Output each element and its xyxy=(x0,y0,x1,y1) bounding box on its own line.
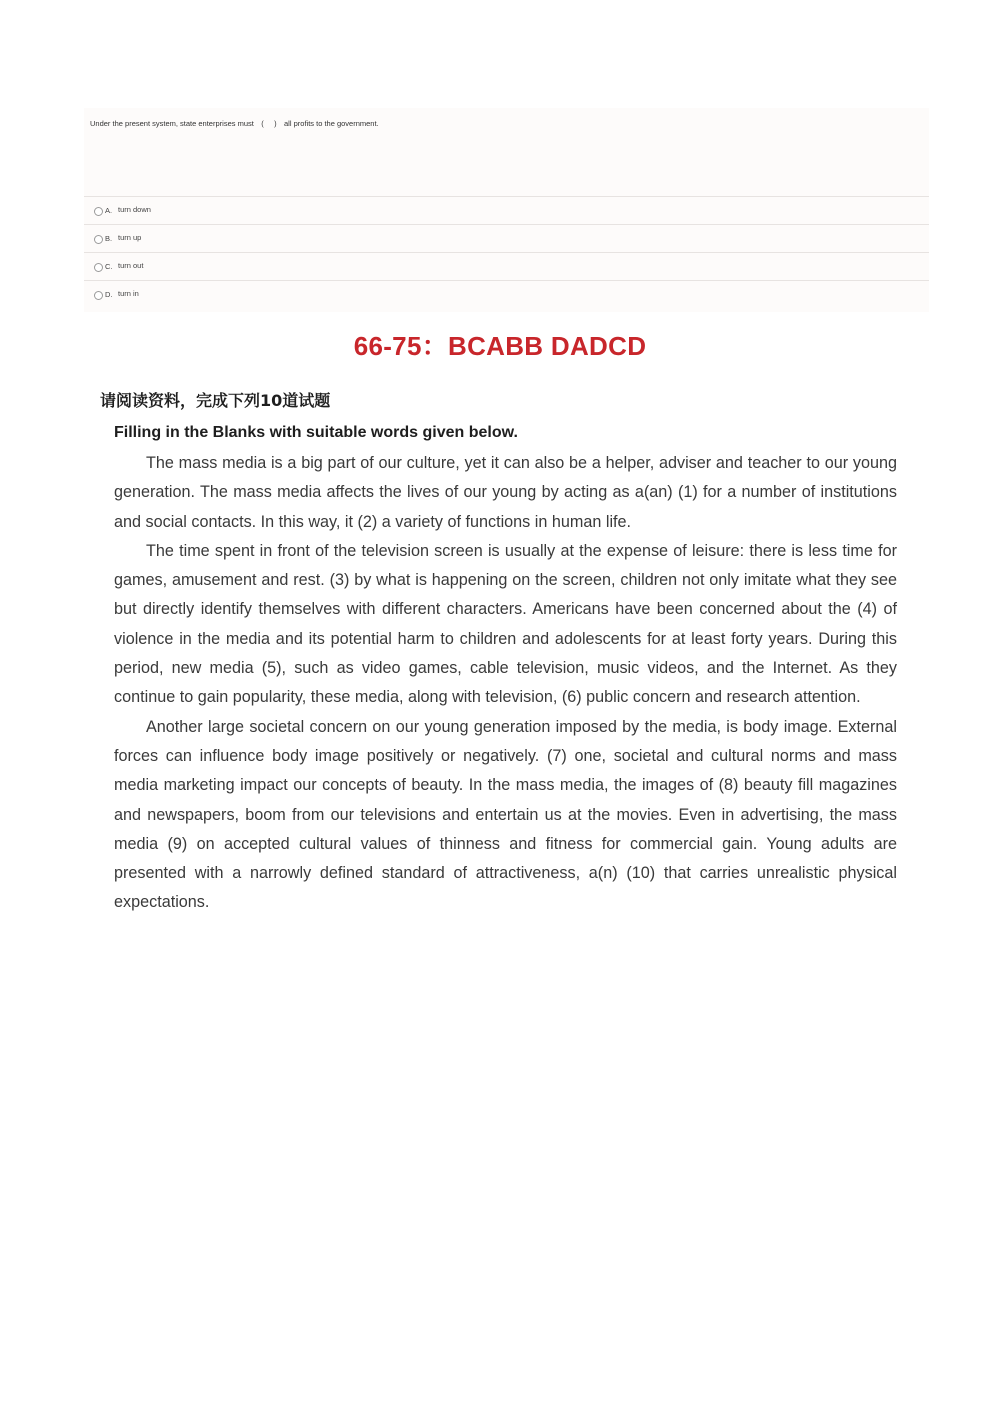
blank-close-paren: ) xyxy=(274,119,277,128)
option-a-radio[interactable] xyxy=(94,207,103,216)
passage-paragraph-2: The time spent in front of the television screen is usually at the expense of leisure: there is less time for games, amusement and rest. (3) by what is happening on the screen, children not only imitate what they see but directly identify themselves with different characters. Americans have been concerned about the (4) of violence in the media and its potential harm to children and adolescents for at least forty years. During this period, new media (5), such as video games, cable television, music videos, and the Internet. As they continue to gain popularity, these media, along with television, (6) public concern and research attention. xyxy=(114,541,897,707)
option-b-radio[interactable] xyxy=(94,235,103,244)
section-heading: 请阅读资料，完成下列10道试题 xyxy=(100,391,331,410)
question-stem xyxy=(90,119,379,128)
blank-open-paren: ( xyxy=(261,119,264,128)
option-d-radio[interactable] xyxy=(94,291,103,300)
option-b-row[interactable] xyxy=(84,224,929,253)
option-b-letter: B. xyxy=(105,234,113,243)
option-a-text: turn down xyxy=(118,205,151,214)
instruction: Filling in the Blanks with suitable words given below. xyxy=(114,424,518,441)
option-d-letter: D. xyxy=(105,290,113,299)
option-c-text: turn out xyxy=(118,261,144,270)
option-b-text: turn up xyxy=(118,233,142,242)
answer-blank xyxy=(256,119,282,128)
question-stem-before: Under the present system, state enterprises must xyxy=(90,119,254,128)
option-c-letter: C. xyxy=(105,262,113,271)
option-c-row[interactable] xyxy=(84,252,929,281)
option-d-row[interactable] xyxy=(84,280,929,309)
option-a-letter: A. xyxy=(105,206,113,215)
option-d-text: turn in xyxy=(118,289,139,298)
reading-passage xyxy=(114,449,897,918)
passage-paragraph-1: The mass media is a big part of our culture, yet it can also be a helper, adviser and teacher to our young generation. The mass media affects the lives of our young by acting as a(an) (1) for a number of institutions and social contacts. In this way, it (2) a variety of functions in human life. xyxy=(114,454,897,531)
option-c-radio[interactable] xyxy=(94,263,103,272)
passage-paragraph-3: Another large societal concern on our young generation imposed by the media, is body image. External forces can influence body image positively or negatively. (7) one, societal and cultural norms and mass media marketing impact our concepts of beauty. In the mass media, the images of (8) beauty fill magazines and newspapers, boom from our televisions and entertain us at the movies. Even in advertising, the mass media (9) on accepted cultural values of thinness and fitness for commercial gain. Young adults are presented with a narrowly defined standard of attractiveness, a(n) (10) that carries unrealistic physical expectations. xyxy=(114,717,897,912)
question-card xyxy=(84,108,929,312)
question-stem-after: all profits to the government. xyxy=(284,119,379,128)
answer-key: 66-75：BCABB DADCD xyxy=(353,331,647,361)
option-a-row[interactable] xyxy=(84,196,929,225)
